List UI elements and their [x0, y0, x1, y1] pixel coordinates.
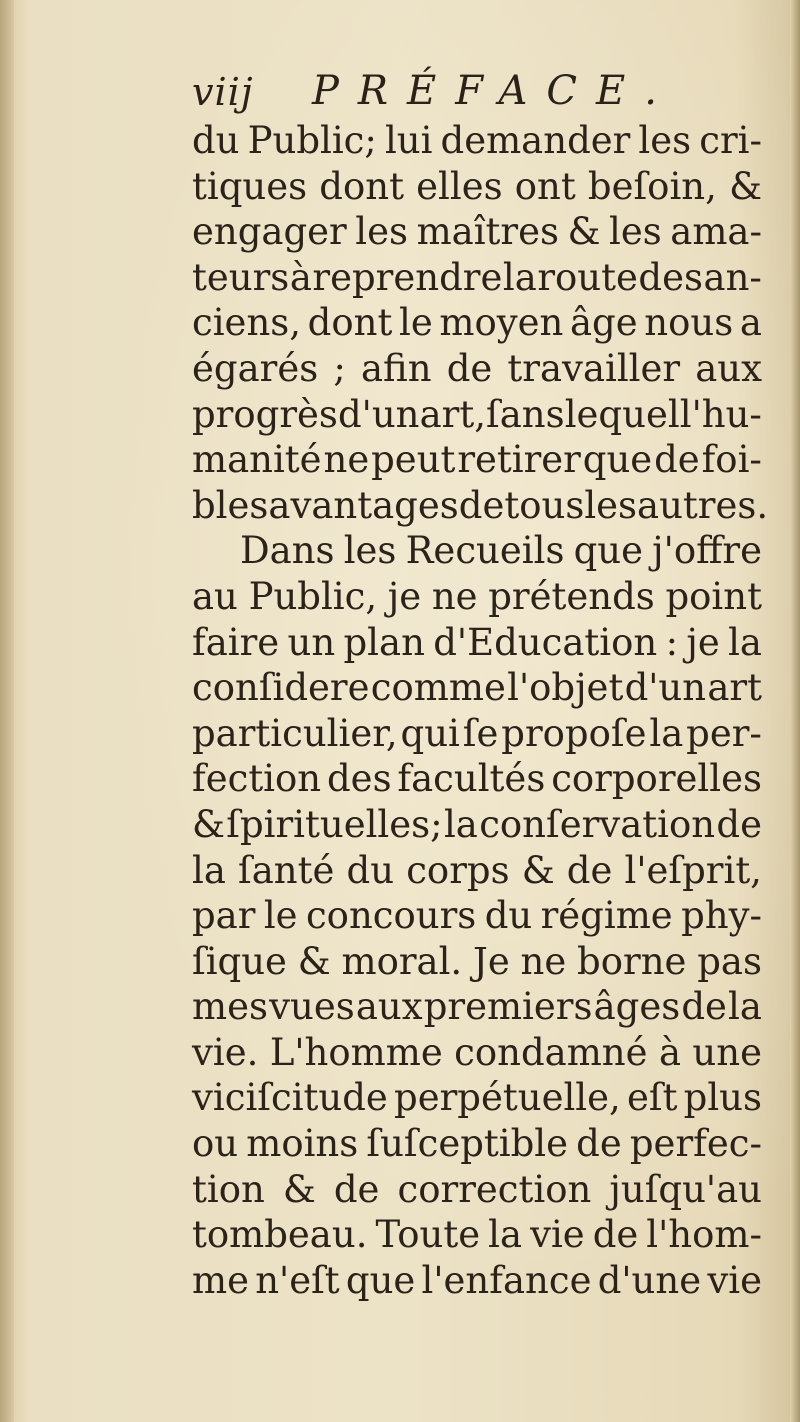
page-header [192, 62, 752, 118]
text-line: la ſanté du corps & de l'eſprit, [192, 848, 762, 892]
text-line: vie. L'homme condamné à une [192, 1030, 762, 1074]
text-line: du Public; lui demander les cri- [192, 119, 762, 162]
text-line: manité ne peut retirer que de foi- [192, 438, 762, 482]
text-line: particulier, qui ſe propoſe la per- [192, 711, 762, 755]
text-line: viciſcitude perpétuelle, eſt plus [192, 1076, 762, 1120]
text-line: mes vues aux premiers âges de la [192, 985, 762, 1029]
text-line: faire un plan d'Education : je la [192, 620, 762, 664]
text-line: tombeau. Toute la vie de l'hom- [192, 1213, 762, 1257]
text-line: me n'eſt que l'enfance d'une vie [192, 1258, 762, 1302]
text-line: Dans les Recueils que j'offre [240, 529, 762, 573]
text-line: bles avantages de tous les autres. [192, 483, 769, 527]
binding-edge [0, 0, 14, 1422]
text-line: égarés ; afin de travailler aux [192, 346, 762, 390]
text-line: ciens, dont le moyen âge nous a [192, 301, 762, 345]
text-line: tion & de correction juſqu'au [192, 1167, 762, 1211]
text-line: fection des facultés corporelles [192, 757, 762, 801]
text-line: tiques dont elles ont beſoin, & [192, 164, 762, 208]
text-line: conſidere comme l'objet d'un art [192, 666, 762, 710]
body-text [192, 118, 769, 1303]
text-line: au Public, je ne prétends point [192, 574, 762, 618]
text-line: progrès d'un art, ſans lequel l'hu- [192, 392, 762, 436]
text-line: & ſpirituelles; la conſervation de [192, 802, 762, 846]
text-line: teurs à reprendre la route des an- [192, 255, 762, 299]
text-line: par le concours du régime phy- [192, 894, 762, 938]
text-line: ſique & moral. Je ne borne pas [192, 939, 762, 983]
text-line: ou moins ſuſceptible de perfec- [192, 1122, 762, 1166]
page-number: viij [192, 70, 254, 114]
text-line: engager les maîtres & les ama- [192, 210, 762, 254]
page-edge [790, 0, 800, 1422]
running-title: PRÉFACE. [312, 68, 676, 114]
